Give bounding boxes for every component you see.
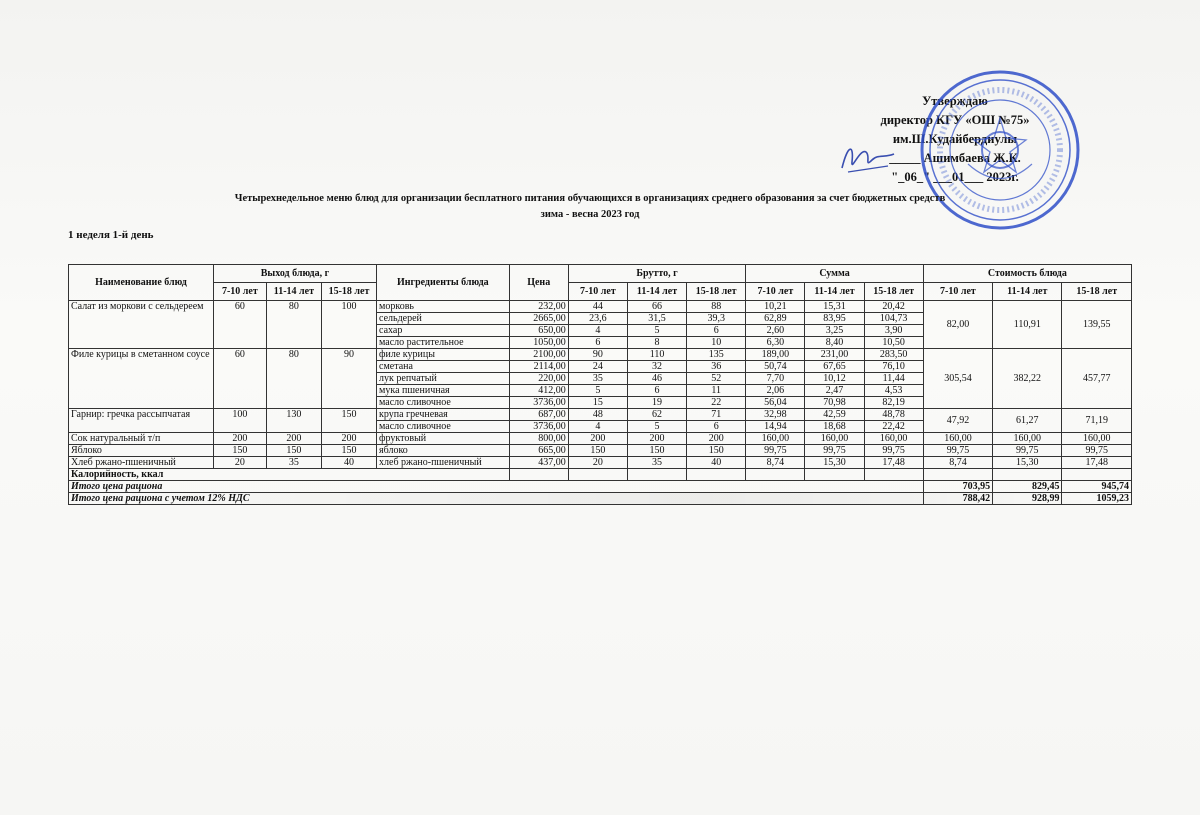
ingredient-sum: 2,60	[746, 325, 805, 337]
ingredient-brutto: 10	[687, 337, 746, 349]
header-age: 7-10 лет	[923, 283, 992, 301]
header-output: Выход блюда, г	[213, 265, 376, 283]
dish-name: Яблоко	[69, 445, 214, 457]
ingredient-sum: 20,42	[864, 301, 923, 313]
dish-output: 150	[321, 409, 376, 433]
ingredient-sum: 62,89	[746, 313, 805, 325]
header-sum: Сумма	[746, 265, 923, 283]
ingredient-brutto: 35	[568, 373, 627, 385]
dish-cost: 160,00	[1062, 433, 1132, 445]
total-vat-value: 788,42	[923, 493, 992, 505]
ingredient-sum: 2,06	[746, 385, 805, 397]
approval-line-2: директор КГУ «ОШ №75»	[880, 113, 1030, 127]
approval-line-4: _____ Ашимбаева Ж.К.	[889, 151, 1021, 165]
menu-footer	[69, 469, 1132, 505]
ingredient-price: 437,00	[509, 457, 568, 469]
ingredient-brutto: 19	[627, 397, 686, 409]
ingredient-sum: 8,40	[805, 337, 864, 349]
header-price: Цена	[509, 265, 568, 301]
dish-output: 80	[266, 301, 321, 349]
table-row	[69, 409, 1132, 421]
ingredient-sum: 7,70	[746, 373, 805, 385]
ingredient-brutto: 40	[687, 457, 746, 469]
header-brutto: Брутто, г	[568, 265, 745, 283]
ingredient-price: 232,00	[509, 301, 568, 313]
ingredient-brutto: 23,6	[568, 313, 627, 325]
document-title	[140, 191, 1040, 223]
dish-name: Сок натуральный т/п	[69, 433, 214, 445]
ingredient-brutto: 6	[687, 421, 746, 433]
ingredient-price: 650,00	[509, 325, 568, 337]
ingredient-brutto: 4	[568, 325, 627, 337]
ingredient-sum: 70,98	[805, 397, 864, 409]
ingredient-name: сельдерей	[377, 313, 510, 325]
ingredient-brutto: 6	[687, 325, 746, 337]
title-line-2: зима - весна 2023 год	[540, 209, 640, 220]
dish-name: Хлеб ржано-пшеничный	[69, 457, 214, 469]
ingredient-sum: 99,75	[864, 445, 923, 457]
table-row	[69, 457, 1132, 469]
ingredient-brutto: 48	[568, 409, 627, 421]
total-value: 945,74	[1062, 481, 1132, 493]
ingredient-brutto: 135	[687, 349, 746, 361]
ingredient-sum: 67,65	[805, 361, 864, 373]
ingredient-brutto: 46	[627, 373, 686, 385]
ingredient-sum: 6,30	[746, 337, 805, 349]
ingredient-name: крупа гречневая	[377, 409, 510, 421]
ingredient-sum: 11,44	[864, 373, 923, 385]
ingredient-brutto: 88	[687, 301, 746, 313]
ingredient-name: масло сливочное	[377, 421, 510, 433]
ingredient-sum: 18,68	[805, 421, 864, 433]
ingredient-brutto: 15	[568, 397, 627, 409]
ingredient-price: 800,00	[509, 433, 568, 445]
dish-cost: 382,22	[993, 349, 1062, 409]
dish-output: 150	[213, 445, 266, 457]
ingredient-brutto: 39,3	[687, 313, 746, 325]
ingredient-name: морковь	[377, 301, 510, 313]
dish-cost: 160,00	[993, 433, 1062, 445]
ingredient-brutto: 4	[568, 421, 627, 433]
header-ingredients: Ингредиенты блюда	[377, 265, 510, 301]
ingredient-sum: 4,53	[864, 385, 923, 397]
ingredient-name: фруктовый	[377, 433, 510, 445]
total-label: Итого цена рациона	[69, 481, 924, 493]
ingredient-brutto: 6	[627, 385, 686, 397]
header-dish: Наименование блюд	[69, 265, 214, 301]
menu-table	[68, 264, 1132, 505]
ingredient-sum: 160,00	[805, 433, 864, 445]
dish-output: 60	[213, 301, 266, 349]
ingredient-brutto: 35	[627, 457, 686, 469]
ingredient-sum: 160,00	[746, 433, 805, 445]
ingredient-price: 2665,00	[509, 313, 568, 325]
ingredient-sum: 83,95	[805, 313, 864, 325]
dish-output: 60	[213, 349, 266, 409]
week-label: 1 неделя 1-й день	[68, 229, 154, 241]
dish-cost: 8,74	[923, 457, 992, 469]
dish-name: Филе курицы в сметанном соусе	[69, 349, 214, 409]
ingredient-sum: 2,47	[805, 385, 864, 397]
ingredient-sum: 56,04	[746, 397, 805, 409]
dish-name: Салат из моркови с сельдереем	[69, 301, 214, 349]
ingredient-brutto: 5	[627, 421, 686, 433]
ingredient-brutto: 62	[627, 409, 686, 421]
ingredient-sum: 42,59	[805, 409, 864, 421]
ingredient-sum: 10,21	[746, 301, 805, 313]
ingredient-sum: 48,78	[864, 409, 923, 421]
ingredient-sum: 160,00	[864, 433, 923, 445]
ingredient-name: лук репчатый	[377, 373, 510, 385]
ingredient-price: 412,00	[509, 385, 568, 397]
ingredient-price: 1050,00	[509, 337, 568, 349]
total-row	[69, 481, 1132, 493]
ingredient-sum: 3,25	[805, 325, 864, 337]
dish-cost: 160,00	[923, 433, 992, 445]
dish-cost: 457,77	[1062, 349, 1132, 409]
dish-cost: 99,75	[993, 445, 1062, 457]
total-value: 703,95	[923, 481, 992, 493]
header-age: 7-10 лет	[568, 283, 627, 301]
ingredient-brutto: 110	[627, 349, 686, 361]
ingredient-brutto: 24	[568, 361, 627, 373]
ingredient-name: масло растительное	[377, 337, 510, 349]
ingredient-sum: 76,10	[864, 361, 923, 373]
ingredient-brutto: 200	[687, 433, 746, 445]
ingredient-price: 2114,00	[509, 361, 568, 373]
ingredient-sum: 15,31	[805, 301, 864, 313]
dish-cost: 15,30	[993, 457, 1062, 469]
ingredient-brutto: 11	[687, 385, 746, 397]
total-vat-label: Итого цена рациона с учетом 12% НДС	[69, 493, 924, 505]
dish-cost: 305,54	[923, 349, 992, 409]
ingredient-price: 687,00	[509, 409, 568, 421]
approval-line-3: им.Ш.Кудайбердиулы	[892, 132, 1018, 146]
ingredient-sum: 189,00	[746, 349, 805, 361]
dish-output: 20	[213, 457, 266, 469]
dish-cost: 47,92	[923, 409, 992, 433]
header-age: 11-14 лет	[805, 283, 864, 301]
table-row	[69, 301, 1132, 313]
ingredient-price: 3736,00	[509, 421, 568, 433]
dish-output: 200	[266, 433, 321, 445]
ingredient-brutto: 52	[687, 373, 746, 385]
dish-output: 130	[266, 409, 321, 433]
dish-output: 200	[321, 433, 376, 445]
total-vat-row	[69, 493, 1132, 505]
dish-cost: 99,75	[1062, 445, 1132, 457]
ingredient-brutto: 36	[687, 361, 746, 373]
ingredient-name: яблоко	[377, 445, 510, 457]
dish-output: 40	[321, 457, 376, 469]
ingredient-name: сметана	[377, 361, 510, 373]
ingredient-name: мука пшеничная	[377, 385, 510, 397]
ingredient-sum: 15,30	[805, 457, 864, 469]
ingredient-sum: 10,50	[864, 337, 923, 349]
table-row	[69, 349, 1132, 361]
ingredient-brutto: 5	[568, 385, 627, 397]
signature-icon	[838, 138, 898, 178]
ingredient-sum: 14,94	[746, 421, 805, 433]
dish-output: 35	[266, 457, 321, 469]
ingredient-brutto: 8	[627, 337, 686, 349]
dish-cost: 61,27	[993, 409, 1062, 433]
ingredient-brutto: 150	[568, 445, 627, 457]
ingredient-sum: 99,75	[805, 445, 864, 457]
ingredient-brutto: 150	[687, 445, 746, 457]
dish-output: 100	[321, 301, 376, 349]
dish-output: 150	[266, 445, 321, 457]
ingredient-name: сахар	[377, 325, 510, 337]
ingredient-sum: 99,75	[746, 445, 805, 457]
title-line-1: Четырехнедельное меню блюд для организации бесплатного питания обучающихся в организациях среднего образования за счет бюджетных средств	[234, 193, 946, 204]
header-age: 7-10 лет	[746, 283, 805, 301]
header-cost: Стоимость блюда	[923, 265, 1131, 283]
header-age: 11-14 лет	[627, 283, 686, 301]
header-age: 11-14 лет	[266, 283, 321, 301]
table-row	[69, 445, 1132, 457]
total-vat-value: 1059,23	[1062, 493, 1132, 505]
ingredient-sum: 3,90	[864, 325, 923, 337]
ingredient-brutto: 20	[568, 457, 627, 469]
ingredient-sum: 231,00	[805, 349, 864, 361]
ingredient-sum: 8,74	[746, 457, 805, 469]
menu-body	[69, 301, 1132, 469]
calories-row	[69, 469, 1132, 481]
header-age: 15-18 лет	[1062, 283, 1132, 301]
ingredient-brutto: 200	[568, 433, 627, 445]
dish-cost: 82,00	[923, 301, 992, 349]
header-age: 15-18 лет	[864, 283, 923, 301]
dish-output: 90	[321, 349, 376, 409]
header-age: 15-18 лет	[321, 283, 376, 301]
ingredient-sum: 82,19	[864, 397, 923, 409]
dish-cost: 71,19	[1062, 409, 1132, 433]
dish-cost: 139,55	[1062, 301, 1132, 349]
ingredient-price: 2100,00	[509, 349, 568, 361]
total-vat-value: 928,99	[993, 493, 1062, 505]
approval-line-1: Утверждаю	[922, 94, 988, 108]
calories-label: Калорийность, ккал	[69, 469, 510, 481]
dish-cost: 17,48	[1062, 457, 1132, 469]
dish-output: 100	[213, 409, 266, 433]
ingredient-price: 665,00	[509, 445, 568, 457]
ingredient-sum: 17,48	[864, 457, 923, 469]
ingredient-brutto: 90	[568, 349, 627, 361]
ingredient-brutto: 200	[627, 433, 686, 445]
ingredient-brutto: 22	[687, 397, 746, 409]
dish-output: 150	[321, 445, 376, 457]
ingredient-brutto: 150	[627, 445, 686, 457]
ingredient-sum: 104,73	[864, 313, 923, 325]
header-age: 7-10 лет	[213, 283, 266, 301]
ingredient-brutto: 71	[687, 409, 746, 421]
ingredient-sum: 10,12	[805, 373, 864, 385]
dish-output: 80	[266, 349, 321, 409]
ingredient-price: 220,00	[509, 373, 568, 385]
ingredient-price: 3736,00	[509, 397, 568, 409]
dish-cost: 110,91	[993, 301, 1062, 349]
ingredient-name: филе курицы	[377, 349, 510, 361]
ingredient-sum: 283,50	[864, 349, 923, 361]
ingredient-brutto: 44	[568, 301, 627, 313]
ingredient-brutto: 6	[568, 337, 627, 349]
ingredient-sum: 22,42	[864, 421, 923, 433]
dish-name: Гарнир: гречка рассыпчатая	[69, 409, 214, 433]
approval-line-5: "_06_" ___01___ 2023г.	[891, 170, 1019, 184]
dish-cost: 99,75	[923, 445, 992, 457]
ingredient-brutto: 31,5	[627, 313, 686, 325]
ingredient-sum: 32,98	[746, 409, 805, 421]
total-value: 829,45	[993, 481, 1062, 493]
dish-output: 200	[213, 433, 266, 445]
header-age: 11-14 лет	[993, 283, 1062, 301]
table-row	[69, 433, 1132, 445]
header-age: 15-18 лет	[687, 283, 746, 301]
ingredient-sum: 50,74	[746, 361, 805, 373]
ingredient-brutto: 32	[627, 361, 686, 373]
ingredient-name: хлеб ржано-пшеничный	[377, 457, 510, 469]
ingredient-brutto: 66	[627, 301, 686, 313]
ingredient-brutto: 5	[627, 325, 686, 337]
ingredient-name: масло сливочное	[377, 397, 510, 409]
